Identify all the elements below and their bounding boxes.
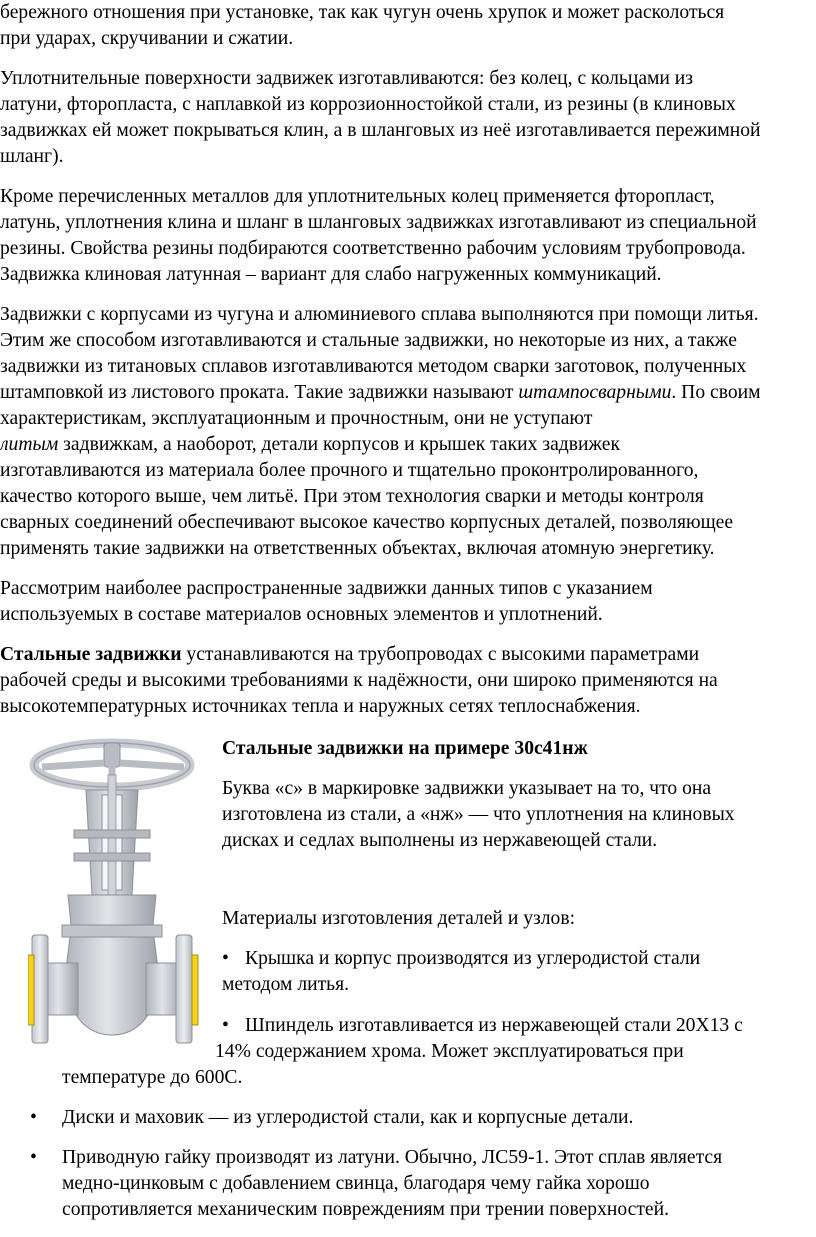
paragraph-line: Рассмотрим наиболее распространенные задвижки данных типов с указанием xyxy=(0,578,653,599)
paragraph-line: Задвижка клиновая латунная – вариант для слабо нагруженных коммуникаций. xyxy=(0,264,662,285)
list-item-line: сопротивляется механическим повреждениям при трении поверхностей. xyxy=(62,1199,669,1220)
paragraph-line xyxy=(0,642,699,668)
flange-seal-ring xyxy=(28,955,34,1025)
paragraph-line: задвижки из титановых сплавов изготавливаются методом сварки заготовок, полученных xyxy=(0,356,747,377)
paragraph-line: характеристикам, эксплуатационным и прочностным, они не уступают xyxy=(0,408,593,429)
paragraph-line: сварных соединений обеспечивают высокое качество корпусных деталей, позволяющее xyxy=(0,512,734,533)
list-item-line: методом литья. xyxy=(222,974,349,995)
list-item-line: Приводную гайку производят из латуни. Обычно, ЛС59-1. Этот сплав является xyxy=(62,1147,723,1168)
paragraph-line: при ударах, скручивании и сжатии. xyxy=(0,28,294,49)
italic-term: штампосварными xyxy=(518,382,672,403)
bold-term: Стальные задвижки xyxy=(0,644,182,665)
list-item-line: Шпиндель изготавливается из нержавеющей стали 20Х13 с xyxy=(245,1015,743,1036)
bullet-icon: • xyxy=(222,948,229,969)
paragraph-line: высокотемпературных источниках тепла и наружных сетях теплоснабжения. xyxy=(0,696,641,717)
list-item-line: медно-цинковым с добавлением свинца, благодаря чему гайка хорошо xyxy=(62,1173,650,1194)
section-heading: Стальные задвижки на примере 30с41нж xyxy=(222,738,588,759)
list-item-line: Диски и маховик — из углеродистой стали, как и корпусные детали. xyxy=(62,1107,634,1128)
paragraph-line: изготавливаются из материала более прочного и тщательно проконтролированного, xyxy=(0,460,699,481)
list-item-line: 14% содержанием хрома. Может эксплуатироваться при xyxy=(215,1041,684,1062)
gate-valve-image xyxy=(28,735,200,1050)
paragraph-line: используемых в составе материалов основных элементов и уплотнений. xyxy=(0,604,603,625)
materials-heading: Материалы изготовления деталей и узлов: xyxy=(222,908,576,929)
text-run: . По своим xyxy=(671,382,761,403)
right-flange xyxy=(176,935,192,1043)
description-line: дисках и седлах выполнены из нержавеющей стали. xyxy=(222,830,658,851)
text-run: задвижкам, а наоборот, детали корпусов и крышек таких задвижек xyxy=(58,434,620,455)
paragraph-line: задвижках ей может покрываться клин, а в шланговых из неё изготавливается пережимной xyxy=(0,120,761,141)
paragraph-line: Уплотнительные поверхности задвижек изготавливаются: без колец, с кольцами из xyxy=(0,68,694,89)
paragraph-line: качество которого выше, чем литьё. При этом технология сварки и методы контроля xyxy=(0,486,704,507)
text-run: штамповкой из листового проката. Такие задвижки называют xyxy=(0,382,519,403)
paragraph-line: применять такие задвижки на ответственных объектах, включая атомную энергетику. xyxy=(0,538,715,559)
bullet-icon: • xyxy=(30,1147,37,1168)
italic-term: литым xyxy=(0,434,59,455)
bullet-icon: • xyxy=(30,1107,37,1128)
list-item-line: температуре до 600С. xyxy=(62,1067,243,1088)
paragraph-line: резины. Свойства резины подбираются соответственно рабочим условиям трубопровода. xyxy=(0,238,746,259)
description-line: Буква «с» в маркировке задвижки указывает на то, что она xyxy=(222,778,712,799)
list-item-line: Крышка и корпус производятся из углеродистой стали xyxy=(245,948,701,969)
paragraph-line: латунь, уплотнения клина и шланг в шланговых задвижках изготавливают из специальной xyxy=(0,212,757,233)
paragraph-line: бережного отношения при установке, так как чугун очень хрупок и может расколоться xyxy=(0,2,725,23)
flange-seal-ring xyxy=(192,955,198,1025)
bullet-icon: • xyxy=(222,1015,229,1036)
paragraph-line: Кроме перечисленных металлов для уплотнительных колец применяется фторопласт, xyxy=(0,186,715,207)
paragraph-line xyxy=(0,432,620,458)
text-run: устанавливаются на трубопроводах с высокими параметрами xyxy=(181,644,700,665)
paragraph-line xyxy=(0,380,761,406)
paragraph-line: рабочей среды и высокими требованиями к надёжности, они широко применяются на xyxy=(0,670,718,691)
description-line: изготовлена из стали, а «нж» — что уплотнения на клиновых xyxy=(222,804,735,825)
paragraph-line: латуни, фторопласта, с наплавкой из коррозионностойкой стали, из резины (в клиновых xyxy=(0,94,736,115)
paragraph-line: Задвижки с корпусами из чугуна и алюминиевого сплава выполняются при помощи литья. xyxy=(0,304,759,325)
paragraph-line: Этим же способом изготавливаются и стальные задвижки, но некоторые из них, а также xyxy=(0,330,737,351)
paragraph-line: шланг). xyxy=(0,146,64,167)
